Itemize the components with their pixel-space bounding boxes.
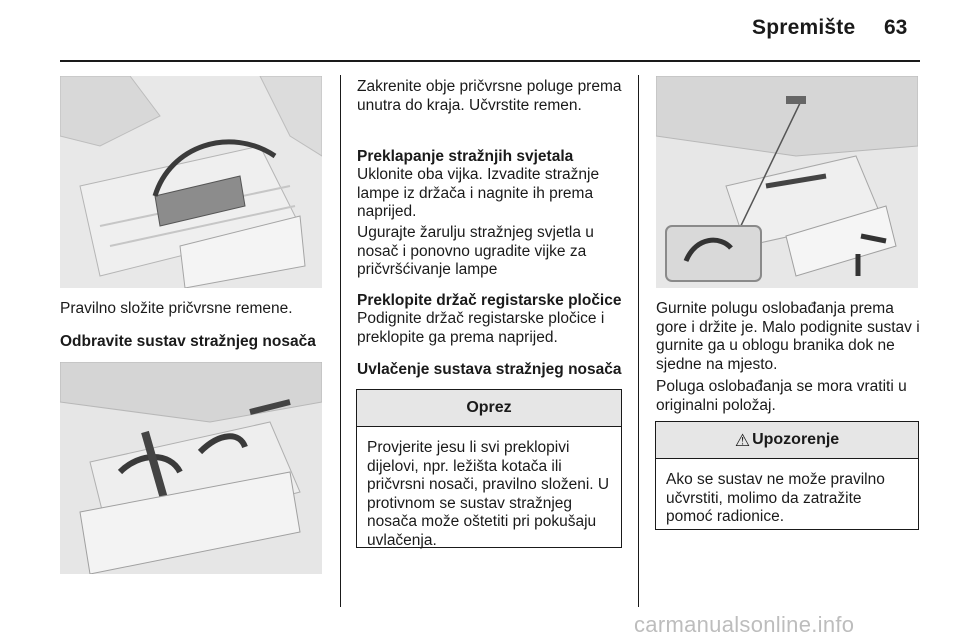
illustration-unlock-carrier	[60, 362, 322, 574]
warning-body: Ako se sustav ne može pravilno učvrstiti, molimo da zatražite pomoć radionice.	[666, 471, 885, 525]
text-fold-plate: Podignite držač registarske pločice i preklopite ga prema naprijed.	[357, 310, 605, 346]
text-rotate-levers: Zakrenite obje pričvrsne poluge prema unutra do kraja. Učvrstite remen.	[357, 78, 622, 114]
warning-header	[656, 422, 918, 459]
page-title: Spremište	[752, 16, 856, 39]
notice-title: Oprez	[357, 390, 621, 427]
illustration-strap-arrangement	[60, 76, 322, 288]
heading-retract-carrier: Uvlačenje sustava stražnjeg nosača	[357, 361, 622, 378]
notice-box	[356, 389, 622, 548]
warning-box	[655, 421, 919, 530]
column-divider-right	[638, 75, 639, 607]
heading-unlock-carrier: Odbravite sustav stražnjeg nosača	[60, 333, 316, 350]
column-divider-left	[340, 75, 341, 607]
text-push-lever: Gurnite polugu oslobađanja prema gore i držite je. Malo podignite sustav i gurnite ga u oblogu branika dok ne sjedne na mjesto.	[656, 300, 920, 373]
caption-straps: Pravilno složite pričvrsne remene.	[60, 300, 293, 317]
heading-fold-plate: Preklopite držač registarske pločice	[357, 292, 622, 309]
warning-title: Upozorenje	[752, 431, 840, 448]
warning-triangle-icon: ⚠	[734, 430, 751, 450]
text-fold-lights-1: Uklonite oba vijka. Izvadite stražnje lampe iz držača i nagnite ih prema naprijed.	[357, 166, 600, 220]
watermark: carmanualsonline.info	[634, 612, 855, 637]
notice-body: Provjerite jesu li svi preklopivi dijelovi, npr. ležišta kotača ili pričvrsni nosači, pravilno složeni. U protivnom se sustav stražnjeg nosača može oštetiti pri pokušaju uvlačenja.	[367, 439, 610, 549]
heading-fold-lights: Preklapanje stražnjih svjetala	[357, 148, 574, 165]
header-rule	[60, 60, 920, 62]
page-number: 63	[884, 16, 908, 39]
text-lever-return: Poluga oslobađanja se mora vratiti u originalni položaj.	[656, 378, 907, 414]
text-fold-lights-2: Ugurajte žarulju stražnjeg svjetla u nosač i ponovno ugradite vijke za pričvršćivanje lampe	[357, 224, 594, 278]
illustration-release-lever	[656, 76, 918, 288]
